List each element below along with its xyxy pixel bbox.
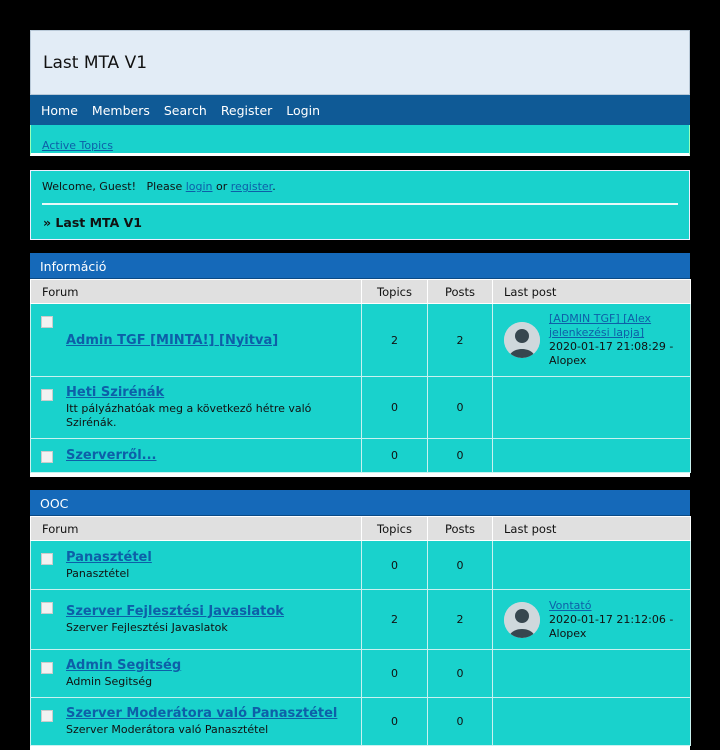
forum-cell <box>31 304 362 377</box>
forum-table <box>30 279 691 473</box>
topics-count: 2 <box>362 590 428 650</box>
topics-count: 0 <box>362 377 428 439</box>
table-header <box>31 517 691 541</box>
register-link[interactable]: register <box>230 180 273 193</box>
active-topics-link[interactable]: Active Topics <box>42 139 113 152</box>
topics-count: 2 <box>362 304 428 377</box>
forum-link[interactable]: Heti Szirénák <box>66 385 165 400</box>
col-topics: Topics <box>362 280 428 304</box>
last-post-link[interactable]: [ADMIN TGF] [Alex jelenkezési lapja] <box>549 312 652 339</box>
forum-status-icon <box>41 602 53 614</box>
table-row <box>31 377 691 439</box>
forum-description: Admin Segitség <box>66 675 153 688</box>
table-row <box>31 650 691 698</box>
forum-status-icon <box>41 662 53 674</box>
last-post-date: 2020-01-17 21:08:29 - <box>549 340 674 353</box>
welcome-middle: or <box>212 180 231 193</box>
posts-count: 2 <box>428 304 493 377</box>
category-title[interactable]: Információ <box>30 253 690 279</box>
welcome-text <box>42 180 276 193</box>
forum-table <box>30 516 691 746</box>
category-end-divider <box>30 473 690 477</box>
topics-count: 0 <box>362 698 428 746</box>
forum-link[interactable]: Panasztétel <box>66 549 152 565</box>
last-post-link[interactable]: Vontató <box>549 598 592 612</box>
last-post-cell <box>493 304 691 377</box>
category-block <box>30 253 690 477</box>
forum-status-icon <box>41 389 53 401</box>
sub-nav <box>30 125 690 156</box>
col-posts: Posts <box>428 280 493 304</box>
forum-link[interactable]: Szerver Fejlesztési Javaslatok <box>66 604 284 619</box>
posts-count: 2 <box>428 590 493 650</box>
forum-status-icon <box>41 553 53 565</box>
posts-count: 0 <box>428 650 493 698</box>
last-post-user: Alopex <box>549 626 587 640</box>
forum-status-icon <box>41 710 53 722</box>
site-header <box>30 30 690 95</box>
forum-cell <box>31 698 362 746</box>
last-post-cell <box>493 590 691 650</box>
table-header <box>31 280 691 304</box>
forum-link[interactable]: Szerverről... <box>66 448 157 463</box>
nav-home[interactable]: Home <box>41 102 78 118</box>
welcome-box <box>30 170 690 240</box>
topics-count: 0 <box>362 541 428 590</box>
forum-cell <box>31 439 362 473</box>
forum-description: Szerver Moderátora való Panasztétel <box>66 723 269 736</box>
forum-description: Panasztétel <box>66 566 130 580</box>
divider <box>42 203 678 205</box>
posts-count: 0 <box>428 377 493 439</box>
avatar-icon <box>504 602 540 638</box>
nav-search[interactable]: Search <box>163 102 207 118</box>
col-last-post: Last post <box>493 280 691 304</box>
col-forum: Forum <box>31 280 362 304</box>
posts-count: 0 <box>428 439 493 473</box>
table-row <box>31 698 691 746</box>
posts-count: 0 <box>428 698 493 746</box>
last-post-cell <box>493 541 691 590</box>
welcome-prefix: Welcome, Guest! Please <box>42 180 186 193</box>
forum-cell <box>31 590 362 650</box>
category-block <box>30 490 690 750</box>
welcome-suffix: . <box>272 180 276 193</box>
category-end-divider <box>30 746 690 750</box>
table-row <box>31 304 691 377</box>
page <box>30 30 690 750</box>
forum-status-icon <box>41 451 53 463</box>
table-row <box>31 590 691 650</box>
col-topics: Topics <box>362 517 428 541</box>
nav-register[interactable]: Register <box>220 102 273 118</box>
main-nav <box>30 95 690 125</box>
forum-link[interactable]: Admin Segitség <box>66 658 182 673</box>
breadcrumb: » Last MTA V1 <box>43 215 142 230</box>
category-title[interactable]: OOC <box>30 490 690 516</box>
col-posts: Posts <box>428 517 493 541</box>
nav-login[interactable]: Login <box>286 102 321 118</box>
forum-description: Itt pályázhatóak meg a következő hétre való Szirénák. <box>66 402 312 429</box>
forum-cell <box>31 377 362 439</box>
site-title: Last MTA V1 <box>43 53 148 73</box>
forum-cell <box>31 650 362 698</box>
topics-count: 0 <box>362 439 428 473</box>
forum-description: Szerver Fejlesztési Javaslatok <box>66 621 228 634</box>
posts-count: 0 <box>428 541 493 590</box>
nav-members[interactable]: Members <box>91 102 150 118</box>
last-post-user: Alopex <box>549 354 587 367</box>
forum-cell <box>31 541 362 590</box>
table-row <box>31 439 691 473</box>
last-post-cell <box>493 439 691 473</box>
col-forum: Forum <box>31 517 362 541</box>
avatar-icon <box>504 322 540 358</box>
topics-count: 0 <box>362 650 428 698</box>
table-row <box>31 541 691 590</box>
forum-link[interactable]: Admin TGF [MINTA!] [Nyitva] <box>66 332 279 348</box>
last-post-cell <box>493 377 691 439</box>
last-post-cell <box>493 698 691 746</box>
forum-status-icon <box>41 316 53 328</box>
forum-categories <box>30 253 690 750</box>
last-post-cell <box>493 650 691 698</box>
last-post-date: 2020-01-17 21:12:06 - <box>549 612 674 626</box>
login-link[interactable]: login <box>185 180 213 193</box>
col-last-post: Last post <box>493 517 691 541</box>
forum-link[interactable]: Szerver Moderátora való Panasztétel <box>66 706 338 721</box>
